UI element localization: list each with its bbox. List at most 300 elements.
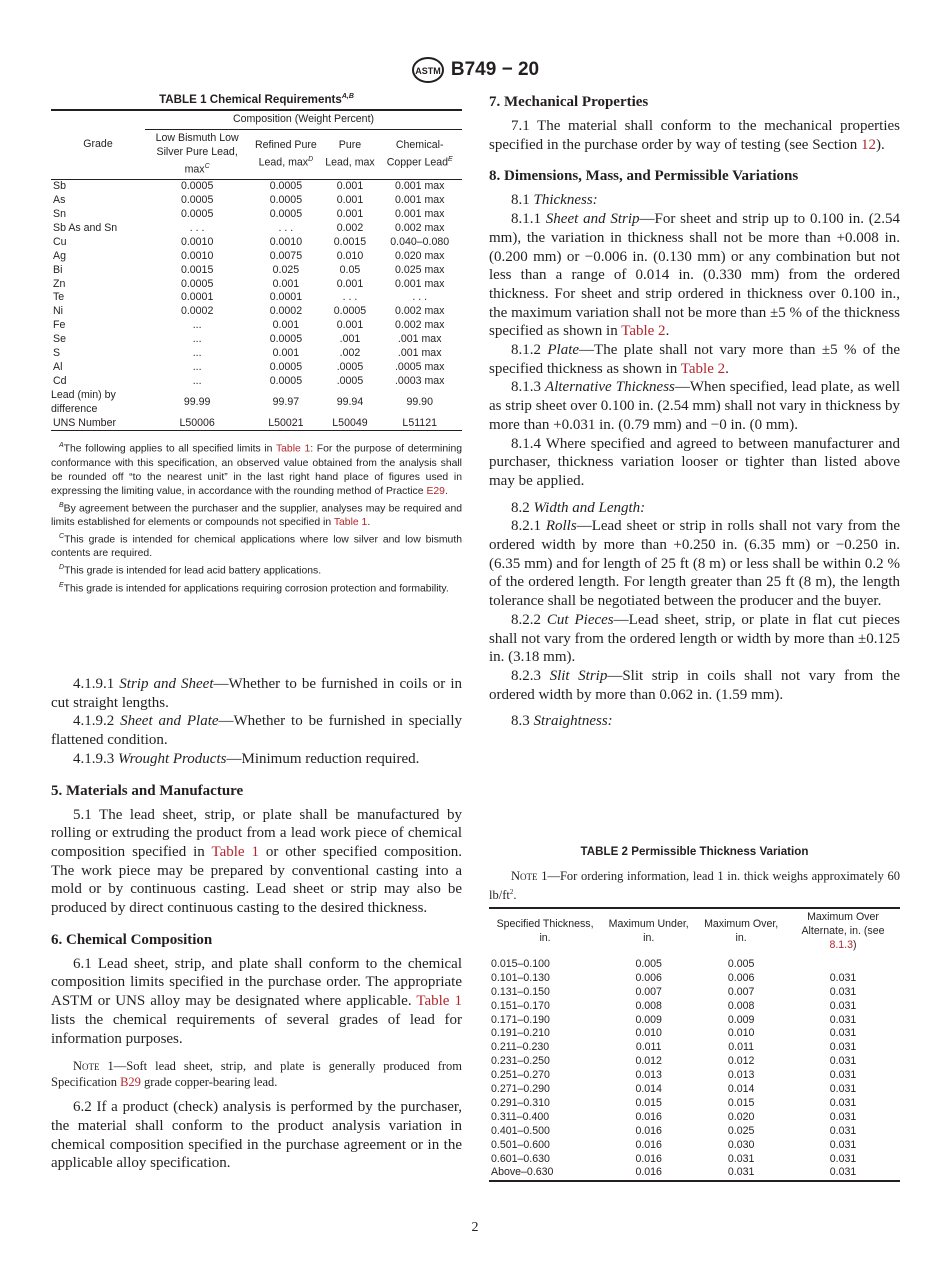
table-cell: 99.90 xyxy=(406,395,433,408)
paragraph xyxy=(489,435,900,491)
table-cell: 0.031 xyxy=(727,1166,755,1179)
table-cell: 0.0005 xyxy=(269,333,303,346)
table-cell: 0.006 xyxy=(727,971,755,984)
column-header xyxy=(786,908,900,956)
cross-reference-link[interactable]: Table 1 xyxy=(275,443,311,455)
run-in-heading: Strip and Sheet xyxy=(119,676,214,692)
table-cell: 0.010 xyxy=(635,1027,662,1040)
table1-title: TABLE 1 Chemical Requirements$^{A,B}$ xyxy=(159,93,354,106)
table-cell: 0.031 xyxy=(829,1138,857,1151)
table-row xyxy=(489,1166,900,1181)
table-cell: 0.0005 xyxy=(269,194,303,207)
table-cell: 0.0001 xyxy=(269,291,303,304)
text-run: 8.1.4 Where specified and agreed to between manufacturer and purchaser, thickness variation looser or tighter than listed above may be applied. xyxy=(489,435,900,489)
footnote-mark: A xyxy=(59,442,64,450)
composition-header: Composition (Weight Percent) xyxy=(145,110,462,129)
footnote xyxy=(51,499,462,530)
astm-logo-icon xyxy=(411,56,445,84)
run-in-heading: Sheet and Strip xyxy=(545,211,640,228)
table-row xyxy=(51,180,462,194)
table-cell: As xyxy=(53,194,66,207)
table-cell: 0.031 xyxy=(829,1027,857,1040)
table-row xyxy=(51,208,462,222)
table-cell: 0.251–0.270 xyxy=(491,1069,550,1082)
text-run: The following applies to all specified limits in xyxy=(63,443,276,455)
table-cell: ... xyxy=(192,374,202,387)
table-cell: Above–0.630 xyxy=(491,1166,554,1179)
cross-reference-link[interactable]: Table 1 xyxy=(333,516,368,528)
text-run: 8.1.1 xyxy=(511,211,546,228)
table-cell: 0.002 max xyxy=(394,319,445,332)
run-in-heading: Rolls xyxy=(545,518,577,535)
table-cell: 99.99 xyxy=(183,395,211,408)
table-cell: 0.001 xyxy=(336,319,364,332)
table-cell: 0.191–0.210 xyxy=(491,1027,550,1040)
table-row xyxy=(489,986,900,1000)
table-cell: 0.015–0.100 xyxy=(491,957,550,970)
paragraph xyxy=(51,955,462,1049)
table-cell: Se xyxy=(53,333,66,346)
table-cell: ... xyxy=(192,360,202,373)
table-cell: ... xyxy=(192,319,202,332)
table-cell: Ni xyxy=(53,305,64,318)
table-row xyxy=(51,222,462,236)
table-cell: 0.016 xyxy=(635,1166,662,1179)
table-row xyxy=(51,417,462,431)
table-row xyxy=(51,278,462,292)
table-row xyxy=(51,250,462,264)
text-run: This grade is intended for chemical applications where low silver and low bismuth contents are required. xyxy=(51,534,462,560)
table-cell: 0.131–0.150 xyxy=(491,985,550,998)
cross-reference-link[interactable]: E29 xyxy=(426,485,445,497)
table-row xyxy=(51,333,462,347)
column-header: Maximum Over, in. xyxy=(704,918,779,945)
table-cell: 0.031 xyxy=(829,1096,857,1109)
table-cell: .001 max xyxy=(397,333,442,346)
text-run: —Lead sheet, strip, or plate in flat cut pieces shall not vary from the ordered length or width by more than ±0.125 in. (3.18 mm). xyxy=(489,611,901,666)
table-row xyxy=(489,956,900,971)
table-cell: 0.005 xyxy=(727,957,755,970)
table-cell: L50021 xyxy=(268,416,304,429)
table-cell: 0.031 xyxy=(829,1124,857,1137)
table-cell: Ag xyxy=(53,249,66,262)
paragraph xyxy=(51,1098,462,1173)
footnote-mark: E xyxy=(59,581,64,589)
table-cell: Fe xyxy=(53,319,66,332)
cross-reference-link[interactable]: Table 2 xyxy=(680,360,726,377)
table-cell: .0005 max xyxy=(394,360,445,373)
table-cell: 0.020 xyxy=(727,1110,755,1123)
table-cell: 0.016 xyxy=(635,1124,662,1137)
text-run: : For the purpose of determining conformance with this specification, an observed value obtained from the analysis shall be rounded off “to the nearest unit” in the last right hand place of figures used in expressing the limiting value, in accordance with the rounding method of Practice xyxy=(51,443,463,497)
text-run: 6.2 If a product (check) analysis is performed by the purchaser, the material shall conform to the product analysis variation in chemical composition specified in the purchase agreement or in the applicable alloy specification. xyxy=(51,1099,462,1172)
paragraph xyxy=(489,712,900,731)
table-cell: 0.001 xyxy=(336,277,364,290)
section-heading xyxy=(489,94,900,111)
left-column-text xyxy=(51,675,462,1173)
cross-reference-link[interactable]: 8.1.3 xyxy=(829,938,854,951)
table-cell: 0.001 xyxy=(272,347,300,360)
table-cell: Cd xyxy=(53,374,67,387)
table-cell: .001 max xyxy=(397,347,442,360)
table-row xyxy=(489,1014,900,1028)
text-run: 5. Materials and Manufacture xyxy=(51,782,244,799)
text-run: —Slit strip in coils shall not vary from the ordered width by more than 0.062 in. (1.59 mm). xyxy=(489,667,900,703)
table-row xyxy=(489,1111,900,1125)
text-run: 1—Soft lead sheet, strip, and plate is generally produced from Specification xyxy=(51,1059,462,1090)
footnote xyxy=(51,530,462,561)
paragraph xyxy=(489,667,900,704)
table-cell: 0.0010 xyxy=(180,235,214,248)
column-header xyxy=(145,129,249,179)
table-cell: 0.501–0.600 xyxy=(491,1138,550,1151)
paragraph xyxy=(489,611,900,667)
table-cell: 0.031 xyxy=(829,1041,857,1054)
table-cell: ... xyxy=(192,347,202,360)
table-row xyxy=(51,264,462,278)
table-cell: .001 xyxy=(339,333,361,346)
text-run: 8.3 xyxy=(511,713,534,730)
run-in-heading: Width and Length: xyxy=(533,499,646,516)
cross-reference-link[interactable]: B29 xyxy=(120,1075,141,1090)
svg-text:ASTM: ASTM xyxy=(415,66,441,76)
text-run: 4.1.9.2 xyxy=(73,713,121,730)
table-cell: 0.0015 xyxy=(333,235,367,248)
table-cell: 0.0001 xyxy=(180,291,214,304)
text-run: This grade is intended for lead acid battery applications. xyxy=(64,565,322,577)
table-cell: 0.0005 xyxy=(180,180,214,193)
table-cell: 0.031 xyxy=(829,999,857,1012)
column-header: Maximum Under, in. xyxy=(608,918,689,945)
text-run: grade copper-bearing lead. xyxy=(140,1075,278,1090)
run-in-heading: Sheet and Plate xyxy=(120,713,219,730)
table-cell: 0.031 xyxy=(829,1013,857,1026)
footnote-mark: D xyxy=(59,564,65,572)
table-cell: L51121 xyxy=(402,416,437,429)
text-run: —For sheet and strip up to 0.100 in. (2.54 mm), the variation in thickness shall not be more than +0.008 in. (0.200 mm) or −0.006 in. (0.130 mm) or any combination but not less than a range of 0.014 in. (0.330 mm) from the ordered thickness. For sheet and strip ordered in thickness over 0.100 in., the maximum variation shall not be more than ±5 % of the thickness specified as shown in xyxy=(489,211,900,340)
column-header xyxy=(377,129,462,179)
column-label: Chemical-Copper Lead xyxy=(386,138,449,169)
table-row xyxy=(489,1027,900,1041)
table-row xyxy=(489,1000,900,1014)
table2 xyxy=(489,907,900,1182)
table-cell: 0.002 max xyxy=(394,221,445,234)
table-cell: 0.025 xyxy=(727,1124,755,1137)
table-cell: 0.014 xyxy=(635,1083,662,1096)
section-heading xyxy=(51,783,462,800)
table-cell: 0.05 xyxy=(339,263,361,276)
table-cell: Sb As and Sn xyxy=(53,221,118,234)
text-run: This grade is intended for applications requiring corrosion protection and formability. xyxy=(63,582,449,594)
table-cell: 0.231–0.250 xyxy=(491,1055,550,1068)
footnote-mark: D xyxy=(308,155,314,163)
table-cell: 0.0005 xyxy=(180,277,214,290)
table-cell: .002 xyxy=(339,347,361,360)
text-run: —Lead sheet or strip in rolls shall not vary from the ordered width by more than +0.250 in. (6.35 mm) or −0.250 in. (6.35 mm) and for length of 25 ft (8 m) or less shall be within 0.2 % of the ordered length. For length greater than 25 ft (8 m), the length tolerance shall be negotiated between the producer and the buyer. xyxy=(489,518,900,610)
table-cell: . . . xyxy=(278,221,294,234)
table-row xyxy=(51,194,462,208)
table-cell: 0.211–0.230 xyxy=(491,1041,550,1054)
paragraph xyxy=(51,712,462,749)
table-row xyxy=(51,291,462,305)
table-cell: 0.016 xyxy=(635,1138,662,1151)
text-run: ). xyxy=(875,136,885,153)
table-cell: 0.0002 xyxy=(180,305,214,318)
table-cell: 0.001 xyxy=(336,194,364,207)
table-cell xyxy=(786,956,900,971)
table-cell: ... xyxy=(192,333,202,346)
column-label: Low Bismuth Low Silver Pure Lead, max xyxy=(155,131,239,176)
table-cell: 0.020 max xyxy=(394,249,445,262)
footnote xyxy=(51,439,462,498)
text-run: —When specified, lead plate, as well as strip sheet over 0.100 in. (2.54 mm) shall not vary in thickness by more than +0.031 in. (0.79 mm) and −0 in. (0 mm). xyxy=(489,379,900,433)
table-cell: 0.291–0.310 xyxy=(491,1096,550,1109)
run-in-heading: Wrought Products xyxy=(118,750,227,767)
table-cell: 0.271–0.290 xyxy=(491,1083,550,1096)
table-cell: 0.031 xyxy=(829,971,857,984)
cross-reference-link[interactable]: Table 1 xyxy=(416,993,462,1010)
table-cell: 0.014 xyxy=(727,1083,755,1096)
table-row xyxy=(51,361,462,375)
table-row xyxy=(51,319,462,333)
text-run: . xyxy=(665,323,670,340)
column-label: Refined Pure Lead, max xyxy=(254,138,317,169)
text-run: 8.1.2 xyxy=(511,342,548,359)
table-row xyxy=(489,1097,900,1111)
table-cell: 0.040–0.080 xyxy=(390,235,450,248)
table-cell: 0.171–0.190 xyxy=(491,1013,550,1026)
text-run: Note xyxy=(73,1059,100,1074)
table-cell: 0.025 max xyxy=(394,263,445,276)
text-run: —Whether to be furnished in specially flattened condition. xyxy=(51,713,462,749)
table-cell: 0.009 xyxy=(635,1013,662,1026)
table-cell: 0.0075 xyxy=(269,249,303,262)
table-cell: 0.006 xyxy=(635,971,662,984)
column-label: Maximum Over Alternate, in. (see xyxy=(801,911,885,938)
section-heading xyxy=(489,168,900,185)
table-cell: L50049 xyxy=(332,416,368,429)
table-cell: 0.031 xyxy=(829,985,857,998)
table-cell: 0.001 max xyxy=(394,207,445,220)
table-cell: 0.001 xyxy=(336,207,364,220)
table-cell: 0.007 xyxy=(727,985,755,998)
table-row xyxy=(489,1041,900,1055)
table-cell: 0.002 xyxy=(336,221,364,234)
table-row xyxy=(51,236,462,250)
table-cell: 99.94 xyxy=(336,395,364,408)
table-cell: 0.012 xyxy=(727,1055,755,1068)
table-cell: 0.011 xyxy=(635,1041,662,1054)
table1 xyxy=(51,109,462,431)
column-label: ) xyxy=(853,938,857,951)
column-header: Specified Thickness, in. xyxy=(496,918,594,945)
text-run: . xyxy=(444,485,448,497)
note xyxy=(51,1058,462,1090)
table-cell: 99.97 xyxy=(272,395,300,408)
table-cell: Zn xyxy=(53,277,66,290)
table-cell: 0.016 xyxy=(635,1110,662,1123)
table-cell: 0.031 xyxy=(829,1166,857,1179)
table-row xyxy=(489,1125,900,1139)
table-row xyxy=(489,1055,900,1069)
table-cell: 0.005 xyxy=(635,957,662,970)
table-cell: 0.0005 xyxy=(269,207,303,220)
table-cell: 0.012 xyxy=(635,1055,662,1068)
column-label: Pure Lead, max xyxy=(325,138,375,169)
table-row xyxy=(51,375,462,389)
table-cell: . . . xyxy=(342,291,358,304)
text-run: 8.1 xyxy=(511,192,534,209)
footnote xyxy=(51,579,462,596)
text-run: 7. Mechanical Properties xyxy=(489,94,649,110)
table-cell: 0.0010 xyxy=(269,235,303,248)
text-run: 8.2.3 xyxy=(511,667,550,684)
table-cell: UNS Number xyxy=(53,416,116,429)
footnote-mark: C xyxy=(59,532,65,540)
table-cell: 0.010 xyxy=(336,249,364,262)
table2-title: TABLE 2 Permissible Thickness Variation xyxy=(580,845,809,858)
table-cell: 0.031 xyxy=(829,1110,857,1123)
table-cell: 0.101–0.130 xyxy=(491,971,550,984)
table-row xyxy=(489,1083,900,1097)
table-cell: 0.031 xyxy=(829,1055,857,1068)
table2-note: Note 1—For ordering information, lead 1 in. thick weighs approximately 60 $lb/ft^2$. xyxy=(489,869,900,903)
table-cell: 0.601–0.630 xyxy=(491,1152,550,1165)
table-cell: 0.007 xyxy=(635,985,662,998)
designation: B749 − 20 xyxy=(450,59,540,81)
table-cell: 0.015 xyxy=(635,1096,662,1109)
table-cell: . . . xyxy=(412,291,428,304)
paragraph xyxy=(489,517,900,611)
footnote-mark: E xyxy=(448,155,453,163)
table-cell: 0.001 max xyxy=(394,277,445,290)
table-cell: 0.0005 xyxy=(180,207,214,220)
spacer xyxy=(489,704,900,712)
cross-reference-link[interactable]: Table 1 xyxy=(211,843,259,860)
table-row xyxy=(51,347,462,361)
table-cell: 0.001 xyxy=(272,319,300,332)
paragraph xyxy=(489,499,900,518)
section-heading xyxy=(51,932,462,949)
spacer xyxy=(489,491,900,499)
text-run: 4.1.9.1 xyxy=(73,676,120,692)
table-cell: 0.031 xyxy=(727,1152,755,1165)
text-run: 8.2.2 xyxy=(511,611,547,628)
table-cell: 0.031 xyxy=(829,1069,857,1082)
table-cell: 0.151–0.170 xyxy=(491,999,550,1012)
table2-block xyxy=(489,845,900,1182)
table-cell: .0005 xyxy=(336,374,364,387)
cross-reference-link[interactable]: 12 xyxy=(860,136,876,153)
text-run: 6. Chemical Composition xyxy=(51,931,213,948)
run-in-heading: Plate xyxy=(547,342,580,359)
text-run: 4.1.9.3 xyxy=(73,750,118,767)
table-cell: 0.0010 xyxy=(180,249,214,262)
run-in-heading: Straightness: xyxy=(533,713,613,730)
column-header xyxy=(249,129,322,179)
table-cell: 0.031 xyxy=(829,1152,857,1165)
text-run: 6.1 Lead sheet, strip, and plate shall conform to the chemical composition limits specified in the purchase order. The appropriate ASTM or UNS alloy may be designated where applicable. xyxy=(51,955,462,1010)
paragraph xyxy=(489,117,900,154)
page-number: 2 xyxy=(471,1220,479,1235)
table-cell: S xyxy=(53,347,61,360)
run-in-heading: Cut Pieces xyxy=(546,611,614,628)
grade-header: Grade xyxy=(51,110,145,180)
table-row xyxy=(51,305,462,319)
table-cell: 0.0015 xyxy=(180,263,214,276)
table-cell: 0.010 xyxy=(727,1027,755,1040)
paragraph xyxy=(489,210,900,341)
text-run: . xyxy=(725,360,729,377)
table-cell: 0.001 max xyxy=(394,194,445,207)
text-run: —Whether to be furnished in coils or in cut straight lengths. xyxy=(51,676,462,711)
table-cell: 0.001 xyxy=(336,180,364,193)
table-cell: L50006 xyxy=(179,416,215,429)
paragraph xyxy=(489,191,900,210)
table-row xyxy=(489,972,900,986)
table-cell: 0.008 xyxy=(635,999,662,1012)
table-cell: 0.009 xyxy=(727,1013,755,1026)
table-cell: Cu xyxy=(53,235,67,248)
table-cell: Te xyxy=(53,291,65,304)
text-run: 7.1 The material shall conform to the mechanical properties specified in the purchase order by way of testing (see Section xyxy=(489,118,900,153)
table-cell: 0.025 xyxy=(272,263,300,276)
table-cell: 0.311–0.400 xyxy=(491,1110,550,1123)
paragraph xyxy=(51,675,462,712)
table-cell: 0.0005 xyxy=(269,374,303,387)
table-cell: Sb xyxy=(53,180,66,193)
table-cell: 0.030 xyxy=(727,1138,755,1151)
text-run: 8.2 xyxy=(511,499,534,516)
table-cell: 0.031 xyxy=(829,1083,857,1096)
text-run: 8.1.3 xyxy=(511,379,546,396)
table-cell: 0.015 xyxy=(727,1096,755,1109)
run-in-heading: Alternative Thickness xyxy=(545,379,675,396)
table-cell: Bi xyxy=(53,263,63,276)
table-row xyxy=(489,1153,900,1167)
table-cell: Lead (min) by difference xyxy=(51,388,116,415)
paragraph xyxy=(489,341,900,378)
table-cell: 0.0005 xyxy=(269,180,303,193)
right-column-text xyxy=(489,80,900,731)
footnote xyxy=(51,561,462,578)
table-cell: 0.011 xyxy=(728,1041,755,1054)
table1-footnotes xyxy=(51,439,462,595)
table-cell: 0.013 xyxy=(727,1069,755,1082)
text-run: 8. Dimensions, Mass, and Permissible Variations xyxy=(489,168,799,185)
table-cell: 0.013 xyxy=(635,1069,662,1082)
text-run: 5.1 The lead sheet, strip, or plate shall be manufactured by rolling or extruding the product from a lead work piece of chemical composition specified in xyxy=(51,806,462,860)
table-cell: . . . xyxy=(189,221,205,234)
run-in-heading: Thickness: xyxy=(533,192,598,209)
table-cell: .0005 xyxy=(336,360,364,373)
paragraph xyxy=(51,750,462,769)
cross-reference-link[interactable]: Table 2 xyxy=(621,323,666,340)
paragraph xyxy=(489,378,900,434)
footnote-mark: B xyxy=(59,501,64,509)
table-cell: 0.0002 xyxy=(269,305,303,318)
text-run: —Minimum reduction required. xyxy=(226,750,420,767)
run-in-heading: Slit Strip xyxy=(549,667,608,684)
table-row xyxy=(489,1069,900,1083)
table-cell: 0.0005 xyxy=(333,305,367,318)
text-run: lists the chemical requirements of several grades of lead for information purposes. xyxy=(51,1011,462,1047)
table-row xyxy=(489,1139,900,1153)
table-cell: 0.401–0.500 xyxy=(491,1124,550,1137)
text-run: . xyxy=(367,516,371,528)
table-cell: Sn xyxy=(53,207,66,220)
table-cell: .0003 max xyxy=(394,374,445,387)
